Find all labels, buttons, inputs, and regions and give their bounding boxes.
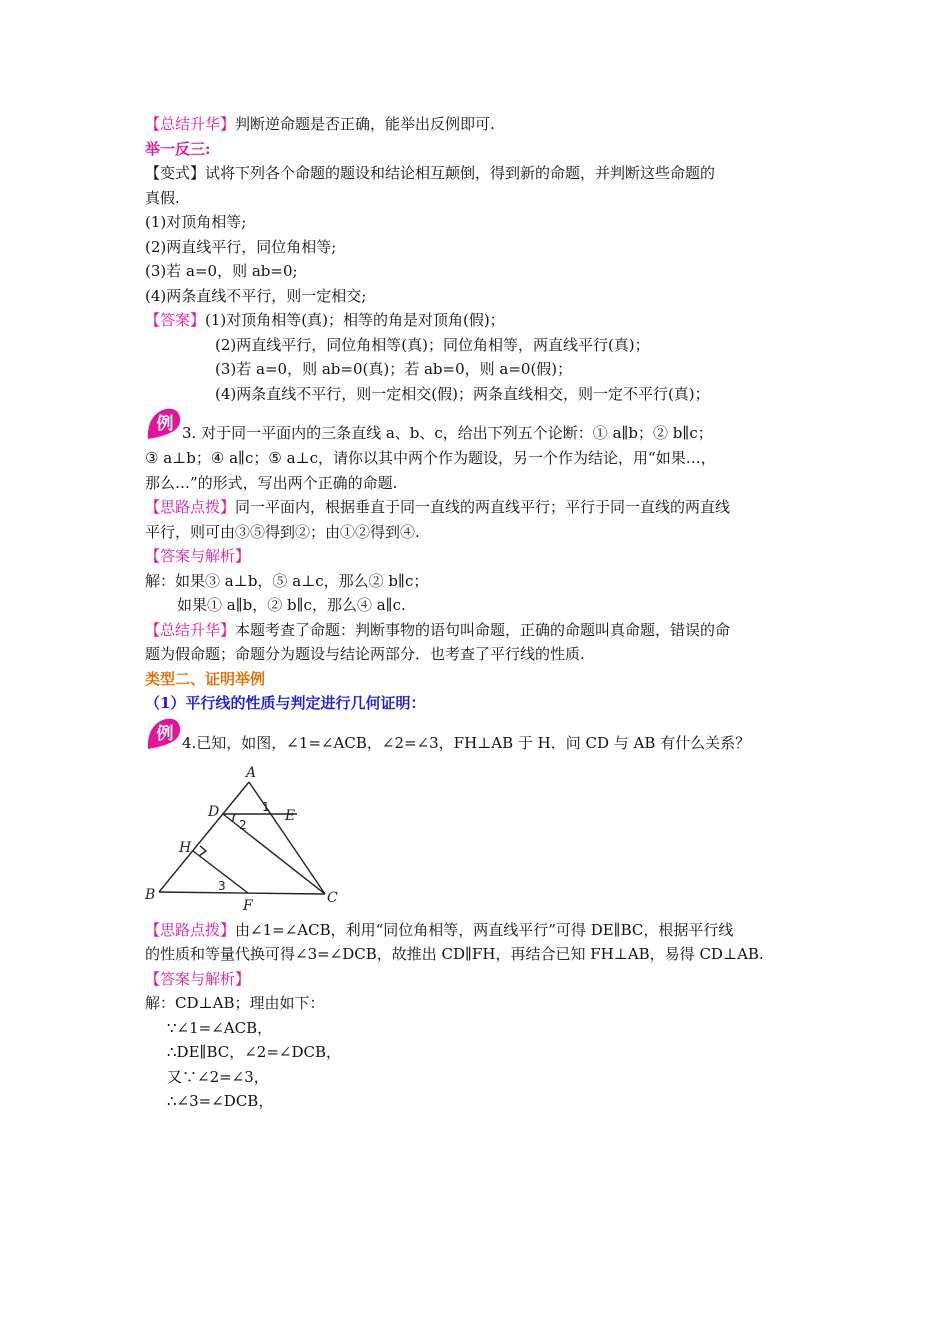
variant-line-1: 【变式】试将下列各个命题的题设和结论相互颠倒，得到新的命题，并判断这些命题的 — [145, 164, 716, 182]
answer-line: 【答案】(1)对顶角相等(真)；相等的角是对顶角(假)； — [145, 311, 505, 329]
answer-line: (3)若 a=0，则 ab=0(真)；若 ab=0，则 a=0(假)； — [215, 360, 573, 378]
hint-3-line-2: 平行，则可由③⑤得到②；由①②得到④. — [145, 522, 420, 541]
summary-tag: 【总结升华】 — [145, 620, 236, 639]
type-2-heading: 类型二、证明举例 — [145, 669, 266, 688]
answer-tag: 【答案】 — [145, 311, 206, 329]
analysis-3-line-1: 解：如果③ a⊥b，⑤ a⊥c，那么② b∥c； — [145, 571, 429, 590]
practice-heading: 举一反三: — [145, 139, 211, 158]
segment-ab — [159, 782, 249, 892]
analysis-4-step: 又∵∠2=∠3， — [167, 1067, 269, 1086]
summary-3-line-2: 题为假命题；命题分为题设与结论两部分．也考查了平行线的性质. — [145, 645, 585, 663]
segment-bc — [159, 892, 325, 894]
label-angle-1: 1 — [262, 799, 270, 814]
summary-1 — [145, 112, 815, 137]
analysis-3-line-2: 如果① a∥b，② b∥c，那么④ a∥c. — [177, 596, 406, 614]
label-angle-2: 2 — [239, 817, 247, 832]
example-badge-icon — [145, 406, 183, 442]
example-3-line-3: 那么…”的形式，写出两个正确的命题. — [145, 473, 398, 492]
label-e: E — [285, 807, 296, 824]
variant-item: (1)对顶角相等; — [145, 213, 247, 231]
hint-4-line-1: 【思路点拨】由∠1=∠ACB，利用“同位角相等，两直线平行”可得 DE∥BC，根据平行线 — [145, 920, 734, 939]
svg-text:例: 例 — [156, 723, 174, 744]
answer-line: (4)两条直线不平行，则一定相交(假)；两条直线相交，则一定不平行(真)； — [215, 384, 710, 403]
variant-item: (4)两条直线不平行，则一定相交; — [145, 286, 367, 305]
sub-1-heading: （1）平行线的性质与判定进行几何证明： — [145, 694, 426, 712]
analysis-4-step: ∴∠3=∠DCB， — [167, 1092, 274, 1110]
example-3-line-2: ③ a⊥b；④ a∥c；⑤ a⊥c，请你以其中两个作为题设，另一个作为结论，用“如果…， — [145, 449, 716, 467]
example-4-text: 4.已知，如图，∠1=∠ACB，∠2=∠3，FH⊥AB 于 H．问 CD 与 AB 有什么关系？ — [182, 733, 751, 752]
label-a: A — [246, 764, 257, 781]
analysis-4-step: ∴DE∥BC，∠2=∠DCB， — [167, 1043, 342, 1061]
hint-tag: 【思路点拨】 — [145, 498, 236, 516]
summary-3-line-1: 【总结升华】本题考查了命题：判断事物的语句叫命题，正确的命题叫真命题，错误的命 — [145, 620, 731, 639]
variant-tag: 【变式】 — [145, 164, 206, 182]
analysis-4-tag: 【答案与解析】 — [145, 969, 251, 988]
label-f: F — [243, 897, 253, 910]
geometry-figure — [145, 760, 345, 910]
variant-line-2: 真假. — [145, 188, 180, 207]
analysis-4-step: ∵∠1=∠ACB， — [167, 1018, 273, 1037]
example-4-row — [145, 716, 815, 756]
angle-2-arc — [233, 814, 235, 821]
segment-ac — [249, 782, 325, 894]
analysis-4-intro: 解：CD⊥AB；理由如下： — [145, 994, 325, 1012]
example-badge-icon — [145, 716, 183, 752]
label-angle-3: 3 — [218, 878, 226, 893]
summary-tag: 【总结升华】 — [145, 115, 236, 133]
document-page — [145, 112, 815, 1114]
hint-4-line-2: 的性质和等量代换可得∠3=∠DCB，故推出 CD∥FH，再结合已知 FH⊥AB，易得 CD⊥AB. — [145, 945, 764, 963]
hint-tag: 【思路点拨】 — [145, 920, 236, 939]
right-angle-mark — [199, 846, 206, 856]
answer-line: (2)两直线平行，同位角相等(真)；同位角相等，两直线平行(真)； — [215, 335, 650, 354]
svg-text:例: 例 — [156, 414, 174, 434]
label-h: H — [179, 839, 192, 856]
hint-3-line-1: 【思路点拨】同一平面内，根据垂直于同一直线的两直线平行；平行于同一直线的两直线 — [145, 498, 731, 516]
example-3-row — [145, 406, 815, 446]
analysis-3-tag: 【答案与解析】 — [145, 547, 251, 565]
label-c: C — [327, 889, 338, 906]
variant-item: (2)两直线平行，同位角相等; — [145, 237, 337, 256]
label-b: B — [145, 886, 156, 903]
example-3-line-1: 3. 对于同一平面内的三条直线 a、b、c，给出下列五个论断：① a∥b；② b∥c； — [182, 424, 713, 442]
variant-item: (3)若 a=0，则 ab=0; — [145, 262, 298, 280]
label-d: D — [208, 803, 220, 820]
summary-text: 判断逆命题是否正确，能举出反例即可. — [235, 115, 495, 133]
